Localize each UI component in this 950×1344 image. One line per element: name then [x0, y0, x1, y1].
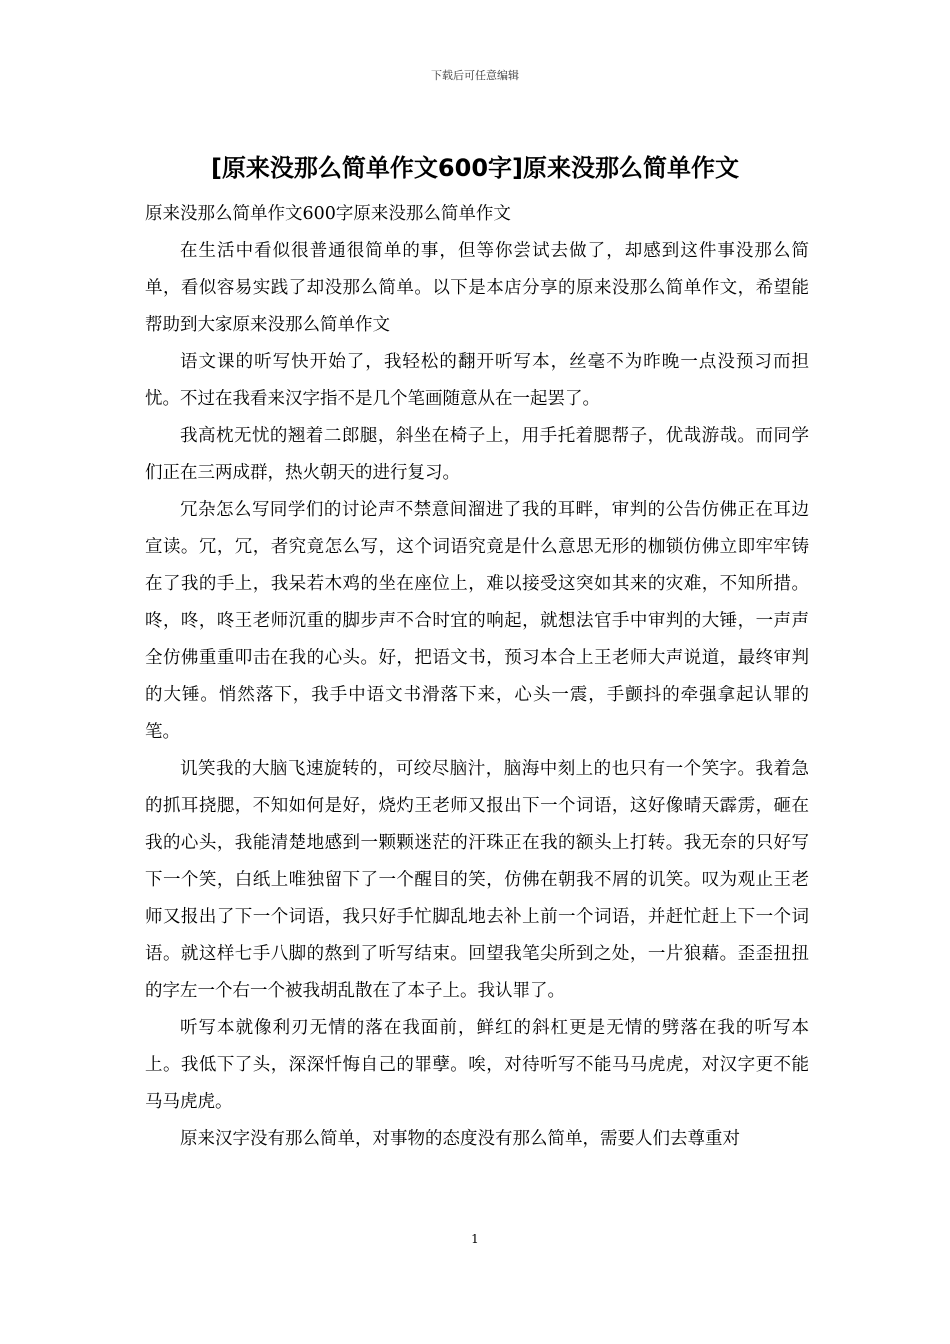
- subtitle: 原来没那么简单作文600字原来没那么简单作文: [145, 204, 511, 224]
- document-title: [原来没那么简单作文600字]原来没那么简单作文: [210, 154, 740, 182]
- page-number: 1: [471, 1232, 479, 1246]
- paragraph: 在生活中看似很普通很简单的事，但等你尝试去做了，却感到这件事没那么简单，看似容易实践了却没那么简单。以下是本店分享的原来没那么简单作文，希望能帮助到大家原来没那么简单作文: [145, 241, 809, 335]
- paragraph: 听写本就像利刃无情的落在我面前，鲜红的斜杠更是无情的劈落在我的听写本上。我低下了头，深深忏悔自己的罪孽。唉，对待听写不能马马虎虎，对汉字更不能马马虎虎。: [145, 1018, 809, 1112]
- paragraph: 原来汉字没有那么简单，对事物的态度没有那么简单，需要人们去尊重对: [180, 1129, 740, 1149]
- paragraph: 冗杂怎么写同学们的讨论声不禁意间溜进了我的耳畔，审判的公告仿佛正在耳边宣读。冗，冗，者究竟怎么写，这个词语究竟是什么意思无形的枷锁仿佛立即牢牢铸在了我的手上，我呆若木鸡的坐在座位上，难以接受这突如其来的灾难，不知所措。咚，咚，咚王老师沉重的脚步声不合时宜的响起，就想法官手中审判的大锤，一声声全仿佛重重叩击在我的心头。好，把语文书，预习本合上王老师大声说道，最终审判的大锤。悄然落下，我手中语文书滑落下来，心头一震，手颤抖的牵强拿起认罪的笔。: [145, 500, 809, 742]
- paragraph: 讥笑我的大脑飞速旋转的，可绞尽脑汁，脑海中刻上的也只有一个笑字。我着急的抓耳挠腮，不知如何是好，烧灼王老师又报出下一个词语，这好像晴天霹雳，砸在我的心头，我能清楚地感到一颗颗迷茫的汗珠正在我的额头上打转。我无奈的只好写下一个笑，白纸上唯独留下了一个醒目的笑，仿佛在朝我不屑的讥笑。叹为观止王老师又报出了下一个词语，我只好手忙脚乱地去补上前一个词语，并赶忙赶上下一个词语。就这样七手八脚的熬到了听写结束。回望我笔尖所到之处，一片狼藉。歪歪扭扭的字左一个右一个被我胡乱散在了本子上。我认罪了。: [145, 759, 809, 1001]
- header-note: 下载后可任意编辑: [431, 69, 519, 82]
- paragraph: 我高枕无忧的翘着二郎腿，斜坐在椅子上，用手托着腮帮子，优哉游哉。而同学们正在三两成群，热火朝天的进行复习。: [145, 426, 809, 483]
- document-body: [145, 196, 809, 1158]
- paragraph: 语文课的听写快开始了，我轻松的翻开听写本，丝毫不为昨晚一点没预习而担忧。不过在我看来汉字指不是几个笔画随意从在一起罢了。: [145, 352, 809, 409]
